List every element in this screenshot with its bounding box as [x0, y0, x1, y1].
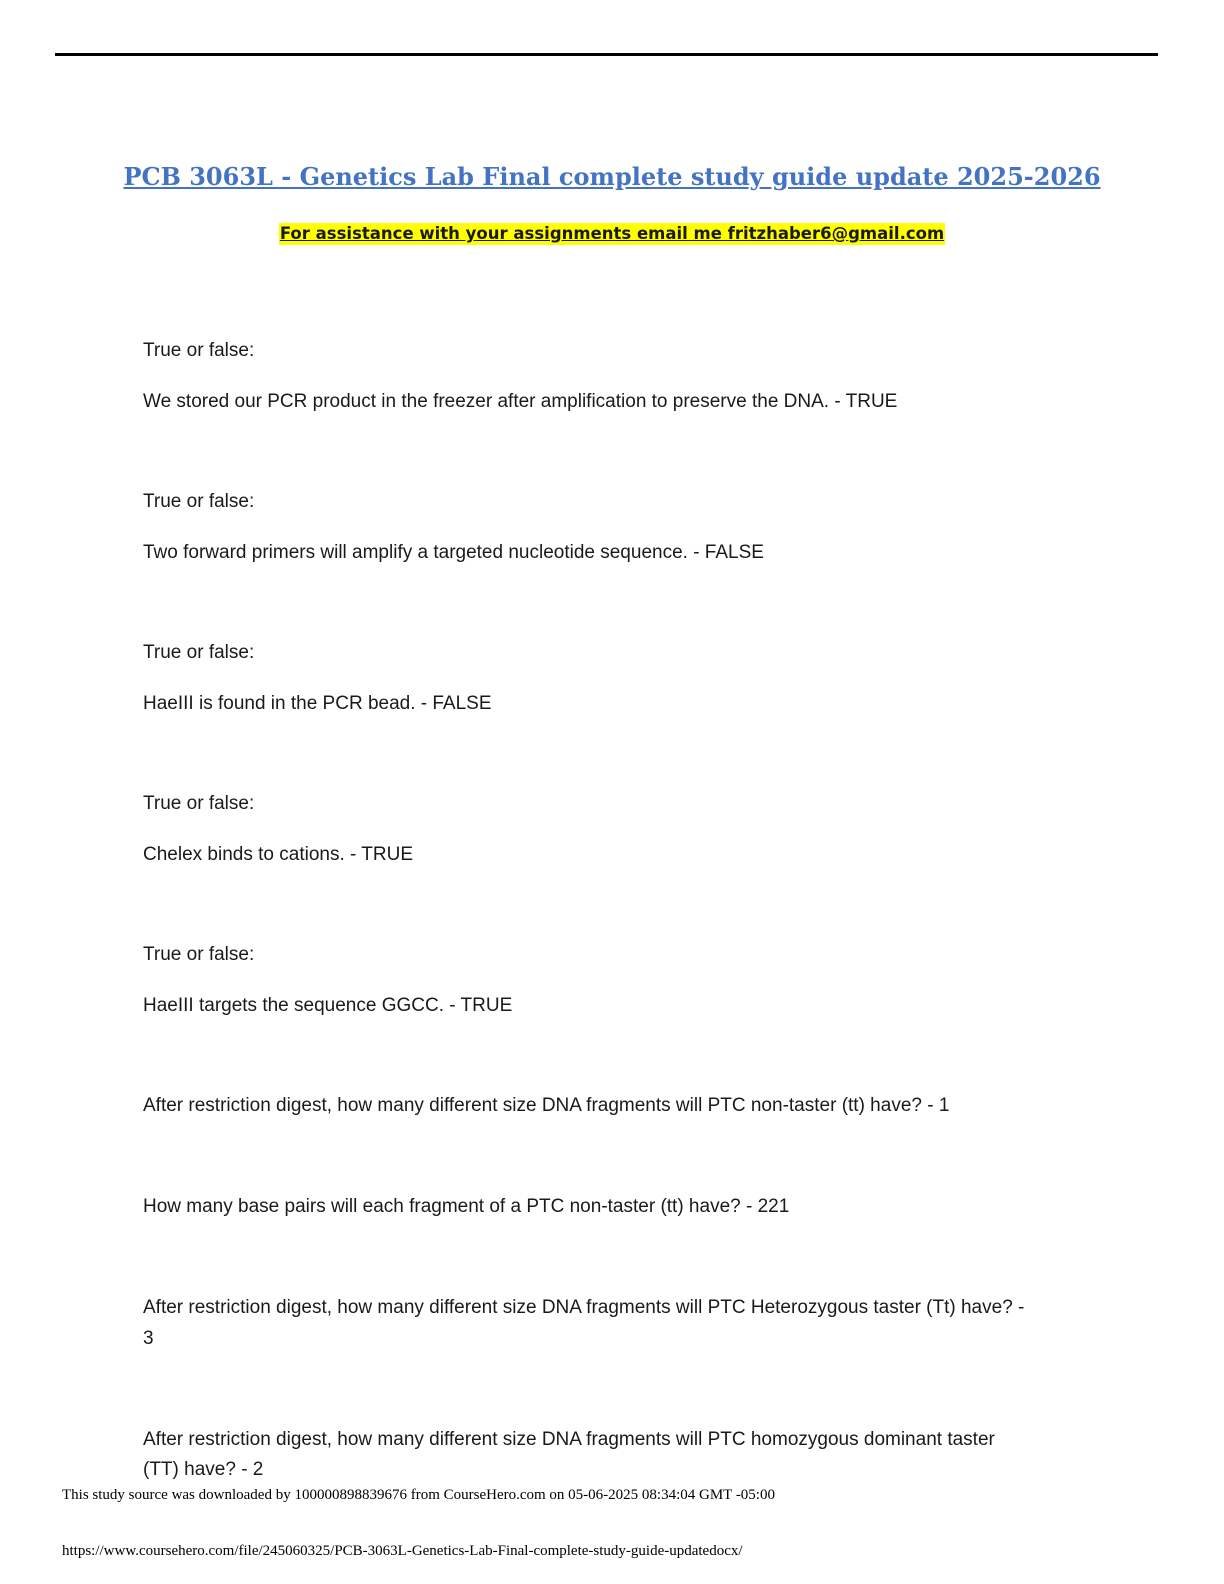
- question-4-line-1: After restriction digest, how many different size DNA fragments will PTC homozygous dominant taster: [143, 1429, 995, 1450]
- download-source-note: This study source was downloaded by 100000898839676 from CourseHero.com on 05-06-2025 08:34:04 GMT -05:00: [62, 1487, 775, 1503]
- item-2-answer: Two forward primers will amplify a targeted nucleotide sequence. - FALSE: [143, 542, 764, 563]
- item-5-answer: HaeIII targets the sequence GGCC. - TRUE: [143, 995, 513, 1016]
- item-5-prompt: True or false:: [143, 944, 255, 965]
- question-2: How many base pairs will each fragment of a PTC non-taster (tt) have? - 221: [143, 1196, 790, 1217]
- item-1-prompt: True or false:: [143, 340, 255, 361]
- item-2-prompt: True or false:: [143, 491, 255, 512]
- contact-text: For assistance with your assignments email me fritzhaber6@gmail.com: [279, 224, 945, 243]
- question-3-line-2: 3: [143, 1328, 154, 1349]
- item-3-answer: HaeIII is found in the PCR bead. - FALSE: [143, 693, 492, 714]
- question-1: After restriction digest, how many different size DNA fragments will PTC non-taster (tt) have? - 1: [143, 1095, 950, 1116]
- source-url[interactable]: https://www.coursehero.com/file/245060325/PCB-3063L-Genetics-Lab-Final-complete-study-guide-updatedocx/: [62, 1543, 743, 1559]
- item-3-prompt: True or false:: [143, 642, 255, 663]
- item-1-answer: We stored our PCR product in the freezer after amplification to preserve the DNA. - TRUE: [143, 391, 898, 412]
- document-title: PCB 3063L - Genetics Lab Final complete study guide update 2025-2026: [123, 162, 1101, 191]
- question-4-line-2: (TT) have? - 2: [143, 1459, 264, 1480]
- item-4-answer: Chelex binds to cations. - TRUE: [143, 844, 413, 865]
- question-3-line-1: After restriction digest, how many different size DNA fragments will PTC Heterozygous taster (Tt) have? -: [143, 1297, 1025, 1318]
- item-4-prompt: True or false:: [143, 793, 255, 814]
- contact-banner: [0, 223, 1224, 245]
- header-rule: [55, 53, 1158, 56]
